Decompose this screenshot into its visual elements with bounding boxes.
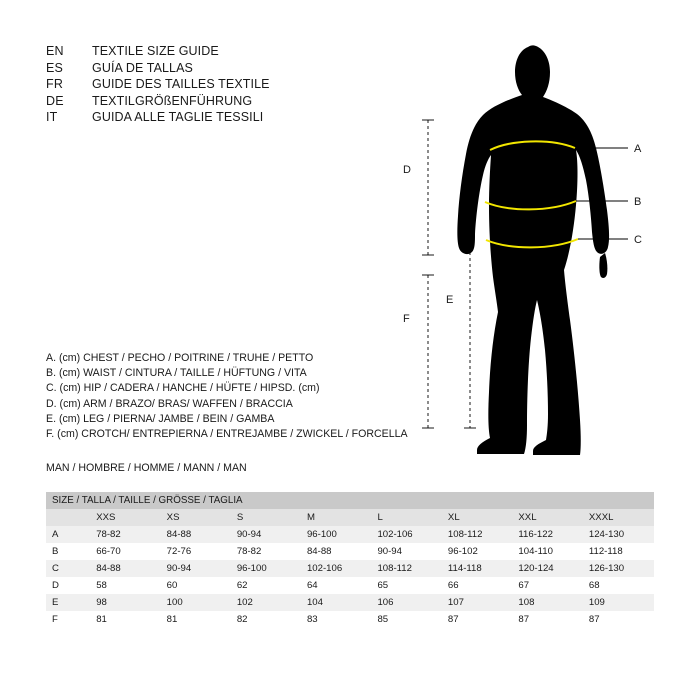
cell: 108 xyxy=(512,594,582,611)
title-lang-fr: FR xyxy=(46,77,64,91)
cell: 96-100 xyxy=(231,560,301,577)
diagram-label-b: B xyxy=(634,196,642,208)
title-row xyxy=(46,110,376,124)
cell: 65 xyxy=(371,577,441,594)
title-lang-es: ES xyxy=(46,60,64,75)
cell: 67 xyxy=(512,577,582,594)
col-head-xxl: XXL xyxy=(512,509,582,526)
size-table xyxy=(46,492,654,628)
legend-line-b: B. (cm) WAIST / CINTURA / TAILLE / HÜFTUNG / VITA xyxy=(46,367,307,380)
cell: 102 xyxy=(231,594,301,611)
cell: 120-124 xyxy=(512,560,582,577)
cell: 102-106 xyxy=(301,560,371,577)
body-diagram xyxy=(380,20,680,480)
cell: 60 xyxy=(161,577,231,594)
cell: 124-130 xyxy=(583,526,654,543)
cell: 82 xyxy=(231,611,301,628)
col-head-m: M xyxy=(301,509,371,526)
table-row xyxy=(46,526,654,543)
cell: 72-76 xyxy=(161,543,231,560)
cell: 106 xyxy=(371,594,441,611)
table-header-row xyxy=(46,492,654,509)
cell: 114-118 xyxy=(442,560,512,577)
cell: 116-122 xyxy=(512,526,582,543)
diagram-label-e: E xyxy=(446,294,454,306)
cell: 87 xyxy=(512,611,582,628)
col-head-s: S xyxy=(231,509,301,526)
row-label: F xyxy=(46,611,90,628)
title-lang-de: DE xyxy=(46,93,64,108)
cell: 66 xyxy=(442,577,512,594)
row-label: A xyxy=(46,526,90,543)
cell: 78-82 xyxy=(231,543,301,560)
gender-label: MAN / HOMBRE / HOMME / MANN / MAN xyxy=(46,462,247,474)
cell: 98 xyxy=(90,594,160,611)
title-text-de: TEXTILGRÖßENFÜHRUNG xyxy=(92,93,253,108)
cell: 96-100 xyxy=(301,526,371,543)
diagram-label-c: C xyxy=(634,234,642,246)
man-silhouette xyxy=(457,45,609,455)
table-row xyxy=(46,594,654,611)
cell: 84-88 xyxy=(161,526,231,543)
title-text-es: GUÍA DE TALLAS xyxy=(92,60,193,75)
table-column-row xyxy=(46,509,654,526)
title-text-fr: GUIDE DES TAILLES TEXTILE xyxy=(92,77,270,91)
row-label: E xyxy=(46,594,90,611)
table-row xyxy=(46,560,654,577)
cell: 90-94 xyxy=(231,526,301,543)
cell: 84-88 xyxy=(301,543,371,560)
cell: 84-88 xyxy=(90,560,160,577)
row-label: B xyxy=(46,543,90,560)
cell: 83 xyxy=(301,611,371,628)
legend-line-f: F. (cm) CROTCH/ ENTREPIERNA / ENTREJAMBE / ZWICKEL / FORCELLA xyxy=(46,428,408,441)
cell: 90-94 xyxy=(371,543,441,560)
col-head-xxs: XXS xyxy=(90,509,160,526)
title-lang-it: IT xyxy=(46,110,58,124)
col-head-xs: XS xyxy=(161,509,231,526)
cell: 62 xyxy=(231,577,301,594)
table-row xyxy=(46,611,654,628)
cell: 96-102 xyxy=(442,543,512,560)
legend-line-a: A. (cm) CHEST / PECHO / POITRINE / TRUHE / PETTO xyxy=(46,352,314,364)
table-row xyxy=(46,577,654,594)
cell: 68 xyxy=(583,577,654,594)
table-header-title: SIZE / TALLA / TAILLE / GRÖSSE / TAGLIA xyxy=(46,492,654,509)
size-table-wrap xyxy=(46,492,654,628)
cell: 104 xyxy=(301,594,371,611)
title-block xyxy=(46,44,376,127)
title-row xyxy=(46,61,376,75)
diagram-label-d: D xyxy=(403,164,411,176)
cell: 126-130 xyxy=(583,560,654,577)
row-label: D xyxy=(46,577,90,594)
diagram-label-f: F xyxy=(403,313,410,325)
cell: 87 xyxy=(442,611,512,628)
cell: 66-70 xyxy=(90,543,160,560)
col-head-blank xyxy=(46,509,90,526)
cell: 104-110 xyxy=(512,543,582,560)
cell: 102-106 xyxy=(371,526,441,543)
col-head-xl: XL xyxy=(442,509,512,526)
title-lang-en: EN xyxy=(46,44,64,58)
cell: 87 xyxy=(583,611,654,628)
cell: 78-82 xyxy=(90,526,160,543)
title-text-en: TEXTILE SIZE GUIDE xyxy=(92,44,219,58)
cell: 108-112 xyxy=(442,526,512,543)
table-row xyxy=(46,543,654,560)
cell: 85 xyxy=(371,611,441,628)
row-label: C xyxy=(46,560,90,577)
col-head-l: L xyxy=(371,509,441,526)
cell: 90-94 xyxy=(161,560,231,577)
cell: 64 xyxy=(301,577,371,594)
title-row xyxy=(46,44,376,58)
cell: 100 xyxy=(161,594,231,611)
cell: 107 xyxy=(442,594,512,611)
title-row xyxy=(46,94,376,108)
col-head-xxxl: XXXL xyxy=(583,509,654,526)
diagram-label-a: A xyxy=(634,143,642,155)
legend-line-e: E. (cm) LEG / PIERNA/ JAMBE / BEIN / GAMBA xyxy=(46,412,275,425)
legend-line-d: D. (cm) ARM / BRAZO/ BRAS/ WAFFEN / BRACCIA xyxy=(46,397,293,410)
cell: 81 xyxy=(161,611,231,628)
dimension-f-caps xyxy=(422,275,434,428)
cell: 112-118 xyxy=(583,543,654,560)
cell: 81 xyxy=(90,611,160,628)
cell: 58 xyxy=(90,577,160,594)
cell: 108-112 xyxy=(371,560,441,577)
cell: 109 xyxy=(583,594,654,611)
title-text-it: GUIDA ALLE TAGLIE TESSILI xyxy=(92,110,264,124)
legend-line-c: C. (cm) HIP / CADERA / HANCHE / HÜFTE / HIPSD. (cm) xyxy=(46,382,320,395)
title-row xyxy=(46,77,376,91)
